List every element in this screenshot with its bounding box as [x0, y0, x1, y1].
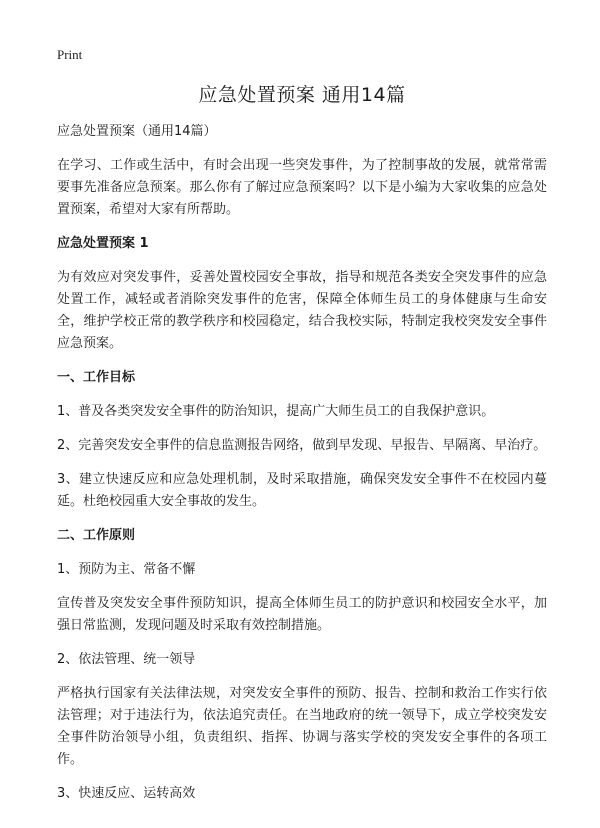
document-body: [57, 121, 547, 817]
document-title: 应急处置预案 通用14篇: [198, 84, 406, 106]
print-label: Print: [57, 47, 83, 62]
principle-title-1: 1、预防为主、常备不懈: [57, 562, 196, 577]
principle-body-1: 宣传普及突发安全事件预防知识，提高全体师生员工的防护意识和校园安全水平，加强日常监测，发现问题及时采取有效控制措施。: [57, 596, 547, 633]
principle-title-3: 3、快速反应、运转高效: [57, 786, 196, 801]
plan-1-intro-paragraph: 为有效应对突发事件，妥善处置校园安全事故，指导和规范各类安全突发事件的应急处置工作，减轻或者消除突发事件的危害，保障全体师生员工的身体健康与生命安全，维护学校正常的教学秩序和校园稳定，结合我校实际，特制定我校突发安全事件应急预案。: [57, 270, 547, 351]
goal-item-3: 3、建立快速反应和应急处理机制，及时采取措施，确保突发安全事件不在校园内蔓延。杜绝校园重大安全事故的发生。: [57, 472, 547, 509]
subtitle-paragraph: 应急处置预案（通用14篇）: [57, 124, 217, 139]
section-heading-goals: 一、工作目标: [57, 370, 136, 385]
intro-paragraph: 在学习、工作或生活中，有时会出现一些突发事件，为了控制事故的发展，就常常需要事先准备应急预案。那么你有了解过应急预案吗？以下是小编为大家收集的应急处置预案，希望对大家有所帮助。: [57, 158, 547, 217]
principle-body-2: 严格执行国家有关法律法规，对突发安全事件的预防、报告、控制和救治工作实行依法管理；对于违法行为，依法追究责任。在当地政府的统一领导下，成立学校突发安全事件防治领导小组，负责组织、指挥、协调与落实学校的突发安全事件的各项工作。: [57, 686, 547, 767]
goal-item-1: 1、普及各类突发安全事件的防治知识，提高广大师生员工的自我保护意识。: [57, 404, 495, 419]
section-heading-plan-1: 应急处置预案 1: [57, 236, 149, 251]
section-heading-principles: 二、工作原则: [57, 528, 136, 543]
goal-item-2: 2、完善突发安全事件的信息监测报告网络，做到早发现、早报告、早隔离、早治疗。: [57, 438, 547, 453]
principle-title-2: 2、依法管理、统一领导: [57, 652, 196, 667]
